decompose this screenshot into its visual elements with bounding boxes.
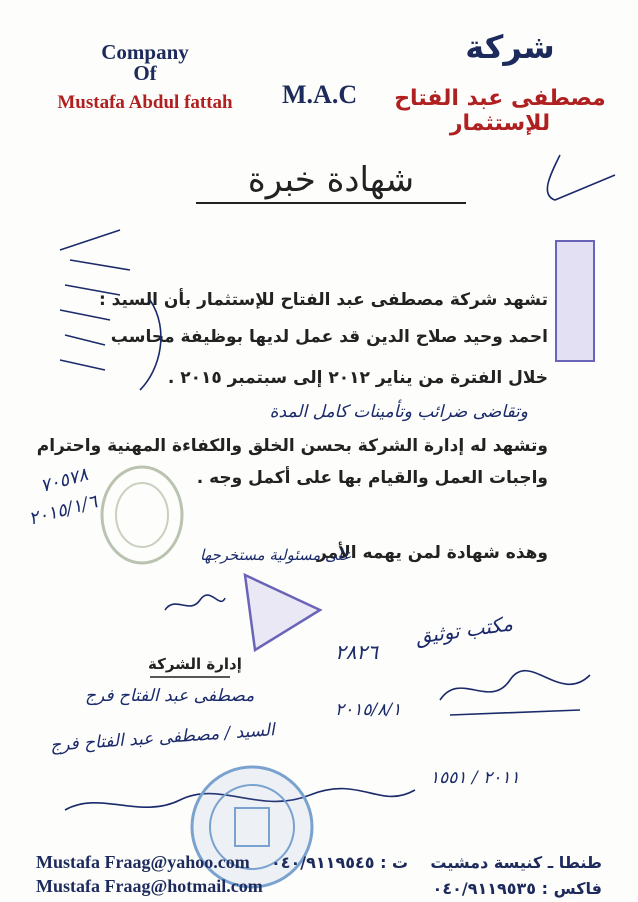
company-en-name: Mustafa Abdul fattah xyxy=(57,92,233,113)
handwritten-note-1: مكتب توثيق xyxy=(413,611,515,649)
footer-fax: ٠٤٠/٩١١٩٥٣٥ xyxy=(432,879,537,898)
footer-phone-label: ت : xyxy=(380,853,409,872)
body-line-6: وهذه شهادة لمن يهمه الأمر xyxy=(317,543,548,563)
margin-scribble-icon xyxy=(20,220,190,400)
handwritten-note-2: السيد / مصطفى عبد الفتاح فرج xyxy=(49,720,276,756)
signature-scribble-icon xyxy=(160,590,230,620)
document-title: شهادة خبرة xyxy=(196,160,466,204)
official-stamp xyxy=(555,240,595,362)
company-abbreviation: M.A.C xyxy=(282,80,358,109)
footer-fax-label: فاكس : xyxy=(541,879,602,898)
faint-seal-icon xyxy=(95,460,190,570)
handwritten-date-right: ٢٠١٥/٨/١ xyxy=(335,700,402,720)
footer-email-yahoo[interactable]: Mustafa Fraag@yahoo.com xyxy=(36,852,250,872)
footer-email-hotmail[interactable]: Mustafa Fraag@hotmail.com xyxy=(36,876,263,896)
signature-flourish-icon xyxy=(530,150,620,210)
body-line-5: واجبات العمل والقيام بها على أكمل وجه . xyxy=(196,468,548,488)
footer-fax-row xyxy=(433,879,602,898)
company-en-label xyxy=(70,42,220,84)
company-en-line2: Of xyxy=(133,61,157,85)
body-line-2: احمد وحيد صلاح الدين قد عمل لديها بوظيفة محاسب xyxy=(110,327,548,347)
footer-phone: ٠٤٠/٩١١٩٥٤٥ xyxy=(271,853,375,872)
management-underline-icon xyxy=(150,674,230,680)
round-seal-icon xyxy=(185,760,320,895)
handwritten-signer: مصطفى عبد الفتاح فرج xyxy=(85,686,255,706)
handwritten-annotation-2: على مسئولية مستخرجها xyxy=(200,546,352,564)
handwritten-number-right: ٢٨٢٦ xyxy=(335,640,378,664)
company-ar-name: مصطفى عبد الفتاح للإستثمار xyxy=(394,86,606,136)
company-en-line1: Company xyxy=(101,40,189,64)
management-label: إدارة الشركة xyxy=(148,655,242,673)
company-ar-line1: شركة xyxy=(465,28,555,66)
triangle-stamp-icon xyxy=(235,565,325,655)
body-line-1: تشهد شركة مصطفى عبد الفتاح للإستثمار بأن السيد : xyxy=(98,290,548,310)
handwritten-annotation-1: وتقاضى ضرائب وتأمينات كامل المدة xyxy=(269,402,528,422)
footer-address: طنطا ـ كنيسة دمشيت xyxy=(430,853,602,872)
body-line-3: خلال الفترة من يناير ٢٠١٢ إلى سبتمبر ٢٠١٥ . xyxy=(167,368,548,388)
handwritten-note-3: ٢٠١١ / ١٥٥١ xyxy=(430,768,520,788)
handwritten-date-left: ٢٠١٥/١/٦ xyxy=(26,491,100,530)
body-line-4: وتشهد له إدارة الشركة بحسن الخلق والكفاءة المهنية واحترام xyxy=(36,436,548,456)
handwritten-number-left: ٧٠٥٧٨ xyxy=(38,464,91,497)
signature-right-icon xyxy=(430,660,600,720)
footer-address-phone xyxy=(271,853,602,872)
